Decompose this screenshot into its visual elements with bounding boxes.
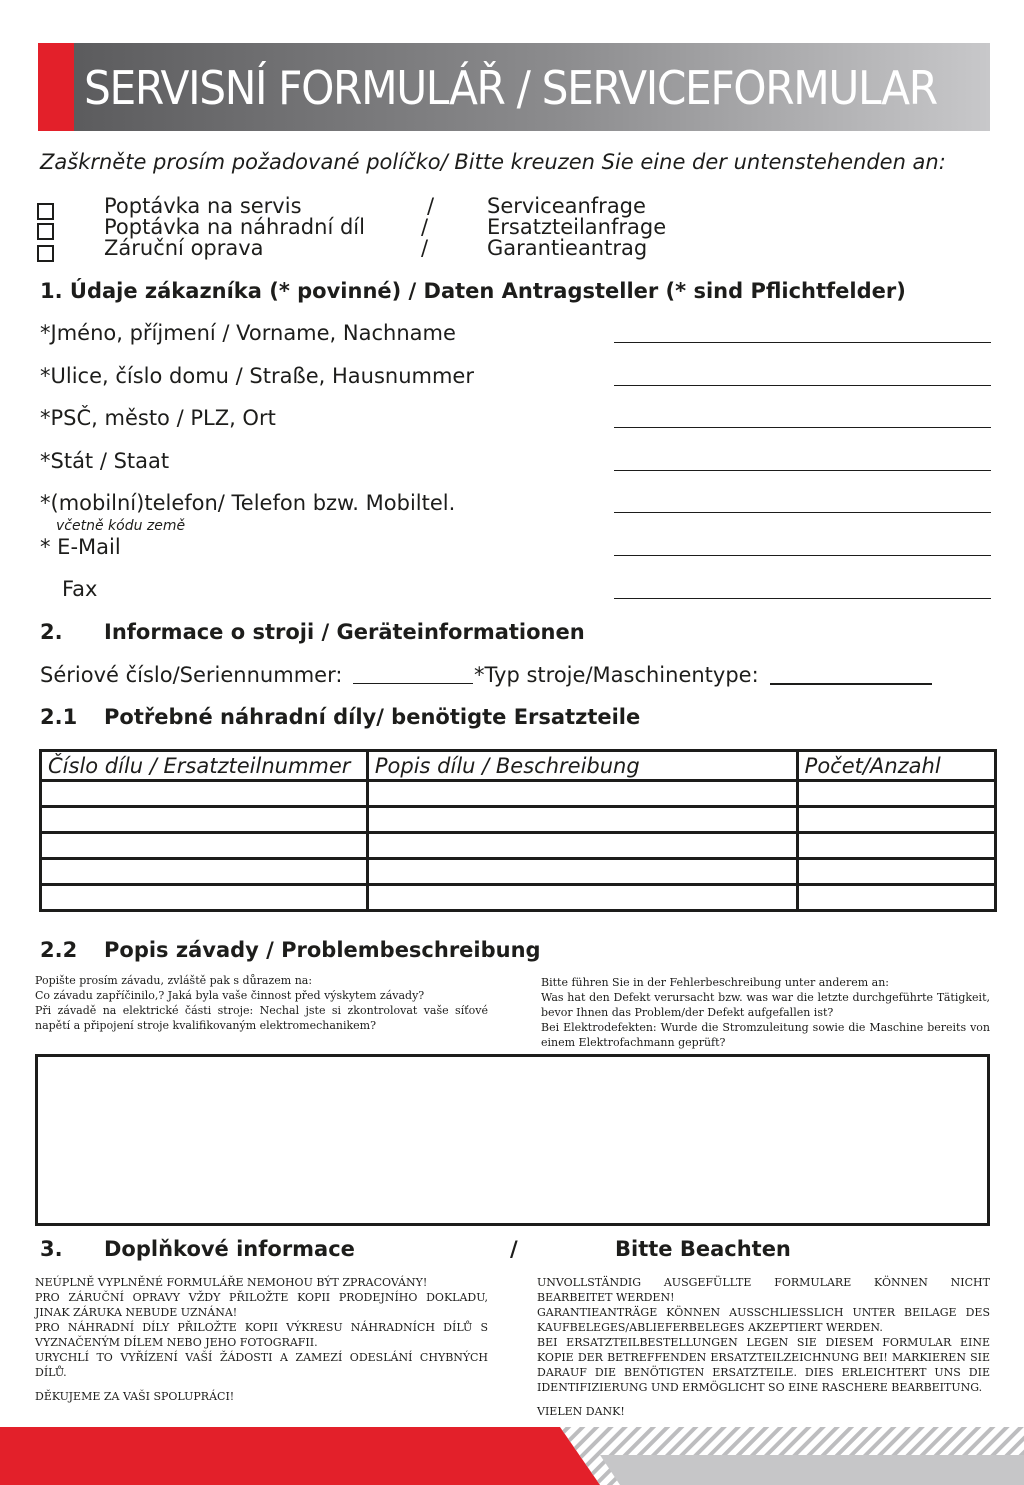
quantity-cell[interactable]	[797, 859, 995, 885]
part-number-cell[interactable]	[41, 859, 368, 885]
column-header-quantity: Počet/Anzahl	[797, 751, 995, 781]
notes-de	[537, 1275, 990, 1419]
notes-cz	[35, 1275, 488, 1404]
zip-city-input-line[interactable]	[614, 427, 991, 428]
street-label: *Ulice, číslo domu / Straße, Hausnummer	[40, 364, 474, 388]
section-3-heading-cz: Doplňkové informace	[104, 1237, 355, 1261]
option-label-de: Serviceanfrage	[487, 194, 646, 218]
option-separator: /	[421, 215, 429, 239]
phone-note: včetně kódu země	[56, 518, 186, 534]
table-row	[41, 807, 996, 833]
quantity-cell[interactable]	[797, 833, 995, 859]
parts-table-header	[41, 751, 996, 781]
note-line: BEI ERSATZTEILBESTELLUNGEN LEGEN SIE DIESEM FORMULAR EINE KOPIE DER BETREFFENDEN ERSATZTEILZEICHNUNG BEI! MARKIEREN SIE DARAUF DIE BENÖTIGTEN ERSATZTEILE. DIES ERLEICHTERT UNS DIE IDENTIFIZIERUNG UND ERMÖGLICHT SO EINE RASCHERE BEARBEITUNG.	[537, 1336, 990, 1394]
section-22-heading: Popis závady / Problembeschreibung	[104, 938, 541, 962]
option-label-cz: Poptávka na náhradní díl	[104, 215, 365, 239]
hint-line: Co závadu zapříčinilo,? Jaká byla vaše činnost před výskytem závady?	[35, 989, 425, 1002]
footer-stripes	[0, 1427, 1024, 1485]
country-input-line[interactable]	[614, 470, 991, 471]
section-1-heading: 1. Údaje zákazníka (* povinné) / Daten Antragsteller (* sind Pflichtfelder)	[40, 279, 906, 303]
machine-type-label: *Typ stroje/Maschinentype:	[474, 663, 759, 687]
section-3-heading-de: Bitte Beachten	[615, 1237, 791, 1261]
note-thanks: VIELEN DANK!	[537, 1405, 625, 1418]
part-number-cell[interactable]	[41, 833, 368, 859]
option-label-de: Garantieantrag	[487, 236, 648, 260]
hint-line: Bei Elektrodefekten: Wurde die Stromzuleitung sowie die Maschine bereits von einem Elektrofachmann geprüft?	[541, 1021, 990, 1049]
checkbox-spare-part-request[interactable]	[37, 223, 54, 240]
email-input-line[interactable]	[614, 555, 991, 556]
part-number-cell[interactable]	[41, 781, 368, 807]
name-input-line[interactable]	[614, 342, 991, 343]
problem-hint-cz	[35, 973, 488, 1033]
part-number-cell[interactable]	[41, 885, 368, 911]
option-label-cz: Poptávka na servis	[104, 194, 302, 218]
hint-line: Popište prosím závadu, zvláště pak s důrazem na:	[35, 974, 313, 987]
section-2-heading: Informace o stroji / Geräteinformationen	[104, 620, 585, 644]
country-label: *Stát / Staat	[40, 449, 170, 473]
column-header-description: Popis dílu / Beschreibung	[367, 751, 797, 781]
parts-table	[39, 749, 997, 912]
hint-line: Při závadě na elektrické části stroje: Nechal jste si zkontrolovat vaše síťové napětí a připojení stroje kvalifikovaným elektromechanikem?	[35, 1004, 488, 1032]
section-22-number: 2.2	[40, 938, 78, 962]
hint-line: Bitte führen Sie in der Fehlerbeschreibung unter anderem an:	[541, 976, 889, 989]
note-line: PRO NÁHRADNÍ DÍLY PŘILOŽTE KOPII VÝKRESU NÁHRADNÍCH DÍLŮ S VYZNAČENÝM DÍLEM NEBO JEHO FOTOGRAFII.	[35, 1321, 488, 1349]
instructions: Zaškrněte prosím požadované políčko/ Bitte kreuzen Sie eine der untenstehenden an:	[40, 150, 946, 174]
name-label: *Jméno, příjmení / Vorname, Nachname	[40, 321, 456, 345]
table-row	[41, 781, 996, 807]
table-row	[41, 885, 996, 911]
checkbox-service-request[interactable]	[37, 203, 54, 220]
section-2-number: 2.	[40, 620, 63, 644]
section-3-separator: /	[510, 1237, 518, 1261]
quantity-cell[interactable]	[797, 781, 995, 807]
serial-number-input-line[interactable]	[353, 683, 473, 684]
checkbox-warranty-claim[interactable]	[37, 245, 54, 262]
option-label-de: Ersatzteilanfrage	[487, 215, 667, 239]
option-separator: /	[421, 236, 429, 260]
part-number-cell[interactable]	[41, 807, 368, 833]
note-line: PRO ZÁRUČNÍ OPRAVY VŽDY PŘILOŽTE KOPII PRODEJNÍHO DOKLADU, JINAK ZÁRUKA NEBUDE UZNÁNA!	[35, 1291, 488, 1319]
description-cell[interactable]	[367, 833, 797, 859]
table-row	[41, 859, 996, 885]
fax-input-line[interactable]	[614, 598, 991, 599]
fax-label: Fax	[62, 577, 98, 601]
description-cell[interactable]	[367, 885, 797, 911]
serial-number-label: Sériové číslo/Seriennummer:	[40, 663, 343, 687]
quantity-cell[interactable]	[797, 885, 995, 911]
option-separator: /	[427, 194, 435, 218]
description-cell[interactable]	[367, 781, 797, 807]
page-title: SERVISNÍ FORMULÁŘ / SERVICEFORMULAR	[84, 61, 937, 115]
section-21-number: 2.1	[40, 705, 78, 729]
note-line: URYCHLÍ TO VYŘÍZENÍ VAŠÍ ŽÁDOSTI A ZAMEZÍ ODESLÁNÍ CHYBNÝCH DÍLŮ.	[35, 1351, 488, 1379]
banner-accent-bar	[38, 43, 74, 131]
quantity-cell[interactable]	[797, 807, 995, 833]
machine-type-input-line[interactable]	[770, 683, 932, 685]
section-21-heading: Potřebné náhradní díly/ benötigte Ersatzteile	[104, 705, 641, 729]
note-thanks: DĚKUJEME ZA VAŠI SPOLUPRÁCI!	[35, 1390, 235, 1403]
section-3-number: 3.	[40, 1237, 63, 1261]
option-label-cz: Záruční oprava	[104, 236, 264, 260]
zip-city-label: *PSČ, město / PLZ, Ort	[40, 406, 276, 430]
description-cell[interactable]	[367, 859, 797, 885]
note-line: GARANTIEANTRÄGE KÖNNEN AUSSCHLIESSLICH UNTER BEILAGE DES KAUFBELEGES/ABLIEFERBELEGES AKZEPTIERT WERDEN.	[537, 1306, 990, 1334]
note-line: UNVOLLSTÄNDIG AUSGEFÜLLTE FORMULARE KÖNNEN NICHT BEARBEITET WERDEN!	[537, 1276, 990, 1304]
hint-line: Was hat den Defekt verursacht bzw. was war die letzte durchgeführte Tätigkeit, bevor Ihnen das Problem/der Defekt aufgefallen ist?	[541, 991, 990, 1019]
phone-label: *(mobilní)telefon/ Telefon bzw. Mobiltel.	[40, 491, 456, 515]
problem-hint-de	[541, 975, 990, 1050]
phone-input-line[interactable]	[614, 512, 991, 513]
header-banner	[38, 43, 990, 131]
table-row	[41, 833, 996, 859]
description-cell[interactable]	[367, 807, 797, 833]
email-label: * E-Mail	[40, 535, 121, 559]
street-input-line[interactable]	[614, 385, 991, 386]
footer-decoration	[0, 1427, 1024, 1485]
note-line: NEÚPLNĚ VYPLNĚNÉ FORMULÁŘE NEMOHOU BÝT ZPRACOVÁNY!	[35, 1276, 428, 1289]
column-header-part-number: Číslo dílu / Ersatzteilnummer	[41, 751, 368, 781]
problem-description-textarea[interactable]	[35, 1054, 990, 1226]
